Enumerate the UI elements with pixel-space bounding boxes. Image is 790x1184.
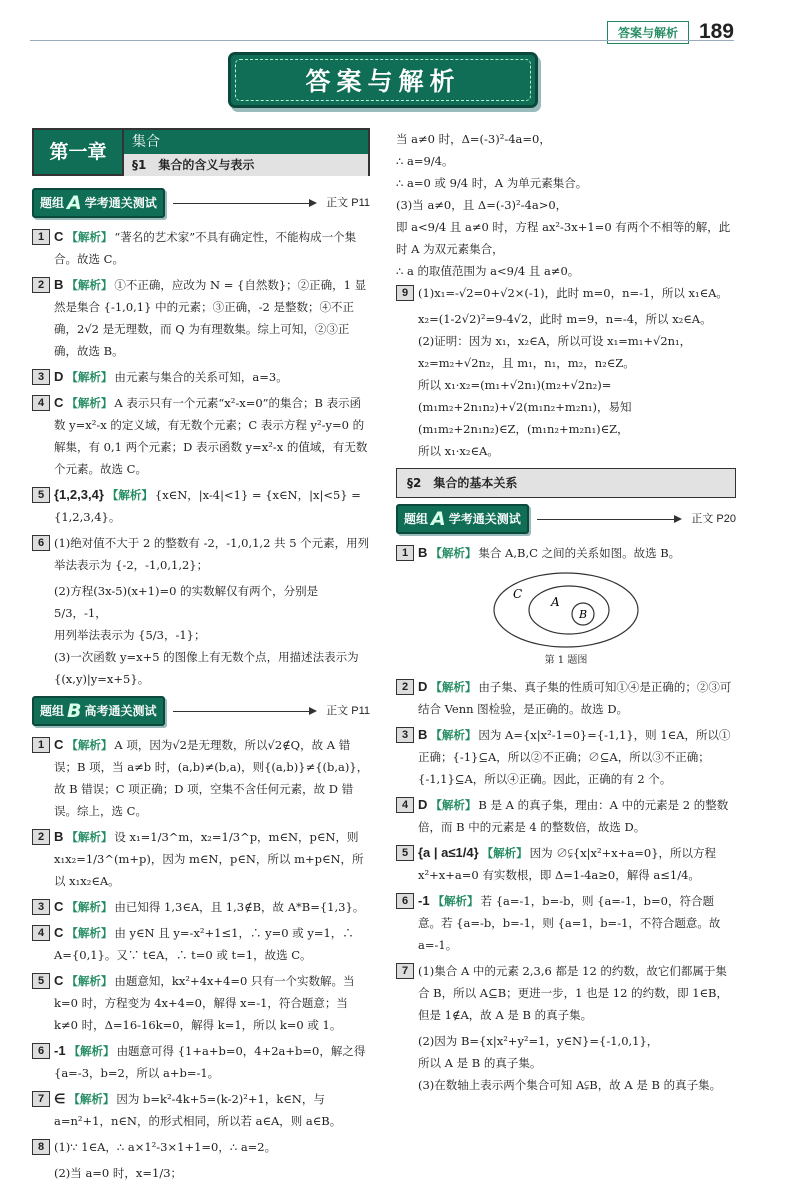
answer-body: 集合 A,B,C 之间的关系如图。故选 B。 [478,546,681,560]
answer-text: (1)x₁=-√2=0+√2×(-1)，此时 m=0，n=-1，所以 x₁∈A。 [418,286,728,300]
item-number: 5 [32,973,50,989]
text-line: ∴ a=9/4。 [396,154,454,168]
venn-diagram [491,570,641,650]
item-number: 2 [32,829,50,845]
text-line: 所以 A 是 B 的真子集。 [418,1056,542,1070]
answer-text [418,842,736,886]
answer-item-4 [32,922,370,966]
group-a2-answers [396,542,736,564]
answer-body: 由已知得 1,3∈A，且 1,3∉B，故 A*B={1,3}。 [114,900,365,914]
answer-item-3 [396,724,736,790]
answer-text [54,1136,370,1158]
answer-body: 由元素与集合的关系可知，a=3。 [114,370,288,384]
answer-choice: B [54,277,64,292]
group-badge: 题组 A 学考通关测试 [32,188,165,218]
answer-text [418,542,736,564]
item-number: 1 [32,737,50,753]
group-a2-header [396,504,736,534]
text-line: 所以 x₁·x₂∈A。 [418,444,499,458]
chapter-label: 第一章 [32,128,124,176]
item-number: 3 [396,727,414,743]
figure-caption: 第 1 题图 [544,655,588,666]
answer-item-6 [396,890,736,956]
answer-body: A 表示只有一个元素“x²-x=0”的集合；B 表示函数 y=x²-x 的定义域，有无数个元素；C 表示方程 y²-y=0 的解集，有 0,1 两个元素；D 表示函数 y=x²-x 的值域，有无数个元素。故选 C。 [54,396,368,476]
text-line: (2)因为 B={x|x²+y²=1，y∈N}={-1,0,1}， [418,1034,659,1048]
answer-body: {x∈N，|x-4|<1} = {x∈N，|x|<5} = {1,2,3,4}。 [54,488,361,524]
item-number: 3 [32,369,50,385]
answer-item-7 [32,1088,370,1132]
answer-choice: {1,2,3,4} [54,487,104,502]
item-number: 1 [396,545,414,561]
answer-item-5 [396,842,736,886]
text-line: ∴ a=0 或 9/4 时，A 为单元素集合。 [396,176,588,190]
analysis-tag: 【解析】 [66,830,113,844]
answer-choice: C [54,229,64,244]
answer-choice: B [54,829,64,844]
analysis-tag: 【解析】 [66,974,113,988]
item-number: 3 [32,899,50,915]
answer-item-1 [396,542,736,564]
analysis-tag: 【解析】 [430,798,477,812]
chapter-header [32,128,370,176]
item-number: 8 [32,1139,50,1155]
item-number: 6 [32,1043,50,1059]
item-number: 5 [396,845,414,861]
text-line: (3)在数轴上表示两个集合可知 A⫋B，故 A 是 B 的真子集。 [418,1078,722,1092]
item-number: 2 [396,679,414,695]
text-line: (2)当 a=0 时，x=1/3； [54,1166,183,1180]
answer-8-cont [32,1162,370,1184]
arrow-icon [537,519,680,520]
answer-item-2 [32,274,370,362]
answer-body: A 项，因为√2是无理数，所以√2∉Q，故 A 错误；B 项，当 a≠b 时，(a,b)≠(b,a)，则{(a,b)}≠{(b,a)}，故 B 错误；C 项正确；D 项，空集不含任何元素，故 D 错误。综上，选 C。 [54,738,369,818]
answer-text [54,1088,370,1132]
answer-body: ①不正确，应改为 N = {自然数}；②正确，1 显然是集合 {-1,0,1} 中的元素；③正确，-2 是整数；④不正确，2√2 是无理数，而 Q 为有理数集。综上可知，②③正确，故选 B。 [54,278,367,358]
set-a-ellipse [529,586,609,634]
title-banner [228,52,538,108]
header-tag: 答案与解析 [607,21,689,44]
section-title: §1 集合的含义与表示 [124,154,368,176]
answer-item-6 [32,1040,370,1084]
text-line: 当 a≠0 时，Δ=(-3)²-4a=0， [396,132,551,146]
venn-label-a: A [551,595,560,609]
answer-body: “著名的艺术家”不具有确定性，不能构成一个集合。故选 C。 [54,230,357,266]
header-rule [30,40,734,41]
answer-item-1 [32,734,370,822]
group-a-header [32,188,370,218]
answer-text [418,960,736,1026]
right-column [396,128,736,1096]
answer-9-cont [396,308,736,462]
answer-text [54,970,370,1036]
answer-text [54,366,370,388]
item-number: 1 [32,229,50,245]
analysis-tag: 【解析】 [66,278,113,292]
item-number: 5 [32,487,50,503]
answer-body: 由子集、真子集的性质可知①④是正确的；②③可结合 Venn 图检验，是正确的。故选 D。 [418,680,732,716]
text-line: (2)方程(3x-5)(x+1)=0 的实数解仅有两个，分别是 5/3，-1， [54,584,319,620]
group-badge: 题组 B 高考通关测试 [32,696,165,726]
answer-item-4 [396,794,736,838]
answer-choice: B [418,727,428,742]
answer-choice: ∈ [54,1091,66,1106]
analysis-tag: 【解析】 [66,900,113,914]
analysis-tag: 【解析】 [68,1044,115,1058]
text-reference: 正文 P11 [326,705,370,717]
answer-text [54,532,370,576]
answer-text [418,724,736,790]
analysis-tag: 【解析】 [66,926,113,940]
page-number: 189 [698,20,734,43]
answer-choice: -1 [54,1043,66,1058]
text-line: 即 a<9/4 且 a≠0 时，方程 ax²-3x+1=0 有两个不相等的解，此时 A 为双元素集合， [396,220,731,256]
answer-7-cont [396,1030,736,1096]
text-line: x₂=(1-2√2)²=9-4√2，此时 m=9，n=-4，所以 x₂∈A。 [418,312,712,326]
analysis-tag: 【解析】 [66,230,113,244]
answer-choice: C [54,925,64,940]
item-number: 2 [32,277,50,293]
answer-body: (1)集合 A 中的元素 2,3,6 都是 12 的约数，故它们都属于集合 B，所以 A⊆B；更进一步，1 也是 12 的约数，即 1∈B，但是 1∉A，故 A 是 B 的真子集。 [418,964,729,1022]
answer-text [418,794,736,838]
analysis-tag: 【解析】 [66,370,113,384]
text-line: (3)一次函数 y=x+5 的图像上有无数个点，用描述法表示为 {(x,y)|y=x+5}。 [54,650,359,686]
answer-body: 由 y∈N 且 y=-x²+1≤1，∴ y=0 或 y=1，∴ A={0,1}。又∵ t∈A，∴ t=0 或 t=1，故选 C。 [54,926,354,962]
answer-item-4 [32,392,370,480]
item-number: 7 [32,1091,50,1107]
answer-item-8 [32,1136,370,1158]
analysis-tag: 【解析】 [430,546,477,560]
answer-choice: D [418,679,428,694]
analysis-tag: 【解析】 [68,1092,115,1106]
answer-item-2 [32,826,370,892]
analysis-tag: 【解析】 [430,680,477,694]
analysis-tag: 【解析】 [432,894,479,908]
answer-item-9 [396,282,736,304]
answer-body: (1)∵ 1∈A，∴ a×1²-3×1+1=0，∴ a=2。 [54,1140,277,1154]
group-a2-answers-cont [396,676,736,1026]
analysis-tag: 【解析】 [481,846,528,860]
analysis-tag: 【解析】 [66,396,113,410]
page-title: 答案与解析 [305,67,461,96]
answer-item-5 [32,484,370,528]
answer-choice: C [54,899,64,914]
answer-text [54,826,370,892]
group-b-answers [32,734,370,1158]
answer-body: 因为 b=k²-4k+5=(k-2)²+1，k∈N，与 a=n²+1，n∈N，的形式相同，所以若 a∈A，则 a∈B。 [54,1092,342,1128]
answer-8-cont-right [396,128,736,282]
text-reference: 正文 P11 [326,197,370,209]
answer-text [54,1040,370,1084]
arrow-icon [173,203,314,204]
analysis-tag: 【解析】 [66,738,113,752]
group-a-answers [32,226,370,576]
answer-text [54,484,370,528]
set-c-ellipse [494,573,638,647]
answer-body: 因为 ∅⫋{x|x²+x+a=0}，所以方程 x²+x+a=0 有实数根，即 Δ=1-4a≥0，解得 a≤1/4。 [418,846,717,882]
item-number: 9 [396,285,414,301]
answer-item-1 [32,226,370,270]
answer-6-cont [32,580,370,690]
group-b-header [32,696,370,726]
item-number: 6 [396,893,414,909]
answer-body: (1)绝对值不大于 2 的整数有 -2，-1,0,1,2 共 5 个元素，用列举法表示为 {-2，-1,0,1,2}； [54,536,370,572]
answer-text [54,226,370,270]
item-number: 4 [396,797,414,813]
answer-text [418,676,736,720]
item-number: 7 [396,963,414,979]
answer-choice: D [54,369,64,384]
group-badge: 题组 A 学考通关测试 [396,504,529,534]
item-number: 4 [32,395,50,411]
answer-body: 由题意知，kx²+4x+4=0 只有一个实数解。当 k=0 时，方程变为 4x+4=0，解得 x=-1，符合题意；当 k≠0 时，Δ=16-16k=0，解得 k=1，所以 k=0 或 1。 [54,974,355,1032]
chapter-title: 集合 [124,130,368,154]
answer-text [54,896,370,918]
answer-text [54,734,370,822]
answer-text [54,922,370,966]
text-line: ∴ a 的取值范围为 a<9/4 且 a≠0。 [396,264,580,278]
answer-choice: C [54,737,64,752]
answer-item-7 [396,960,736,1026]
answer-item-2 [396,676,736,720]
text-line: 所以 x₁·x₂=(m₁+√2n₁)(m₂+√2n₂)=(m₁m₂+2n₁n₂)+√2(m₁n₂+m₂n₁)，易知(m₁m₂+2n₁n₂)∈Z，(m₁n₂+m₂n₁)∈Z， [418,378,632,436]
answer-text [418,890,736,956]
answer-body: B 是 A 的真子集，理由：A 中的元素是 2 的整数倍，而 B 中的元素是 4 的整数倍，故选 D。 [418,798,729,834]
venn-label-c: C [513,587,523,601]
answer-item-5 [32,970,370,1036]
answer-item-3 [32,896,370,918]
answer-choice: C [54,395,64,410]
text-line: (2)证明：因为 x₁，x₂∈A，所以可设 x₁=m₁+√2n₁，x₂=m₂+√2n₂，且 m₁，n₁，m₂，n₂∈Z。 [418,334,692,370]
answer-choice: C [54,973,64,988]
answer-choice: -1 [418,893,430,908]
text-reference: 正文 P20 [691,513,736,525]
answer-item-6 [32,532,370,576]
venn-label-b: B [579,608,588,621]
answer-text [54,392,370,480]
item-number: 6 [32,535,50,551]
answer-choice: {a | a≤1/4} [418,845,479,860]
answer-choice: B [418,545,428,560]
answer-body: 设 x₁=1/3^m，x₂=1/3^p，m∈N，p∈N，则 x₁x₂=1/3^(m+p)，因为 m∈N，p∈N，所以 m+p∈N，所以 x₁x₂∈A。 [54,830,364,888]
section-2-title: §2 集合的基本关系 [396,468,736,498]
answer-item-3 [32,366,370,388]
arrow-icon [173,711,315,712]
analysis-tag: 【解析】 [106,488,153,502]
answer-body: 由题意可得 {1+a+b=0，4+2a+b=0，解之得 {a=-3，b=2，所以 a+b=-1。 [54,1044,366,1080]
left-column [32,128,370,1184]
item-number: 4 [32,925,50,941]
answer-body: 因为 A={x|x²-1=0}={-1,1}，则 1∈A，所以①正确；{-1}⊆A，所以②不正确；∅⊆A，所以③不正确；{-1,1}⊆A，所以④正确。因此，正确的有 2 个。 [418,728,731,786]
answer-body: 若 {a=-1，b=-b，则 {a=-1，b=0，符合题意。若 {a=-b，b=-1，则 {a=1，b=-1，不符合题意。故 a=-1。 [418,894,721,952]
analysis-tag: 【解析】 [430,728,477,742]
text-line: 用列举法表示为 {5/3，-1}； [54,628,206,642]
answer-text [54,274,370,362]
answer-choice: D [418,797,428,812]
text-line: (3)当 a≠0，且 Δ=(-3)²-4a>0， [396,198,568,212]
